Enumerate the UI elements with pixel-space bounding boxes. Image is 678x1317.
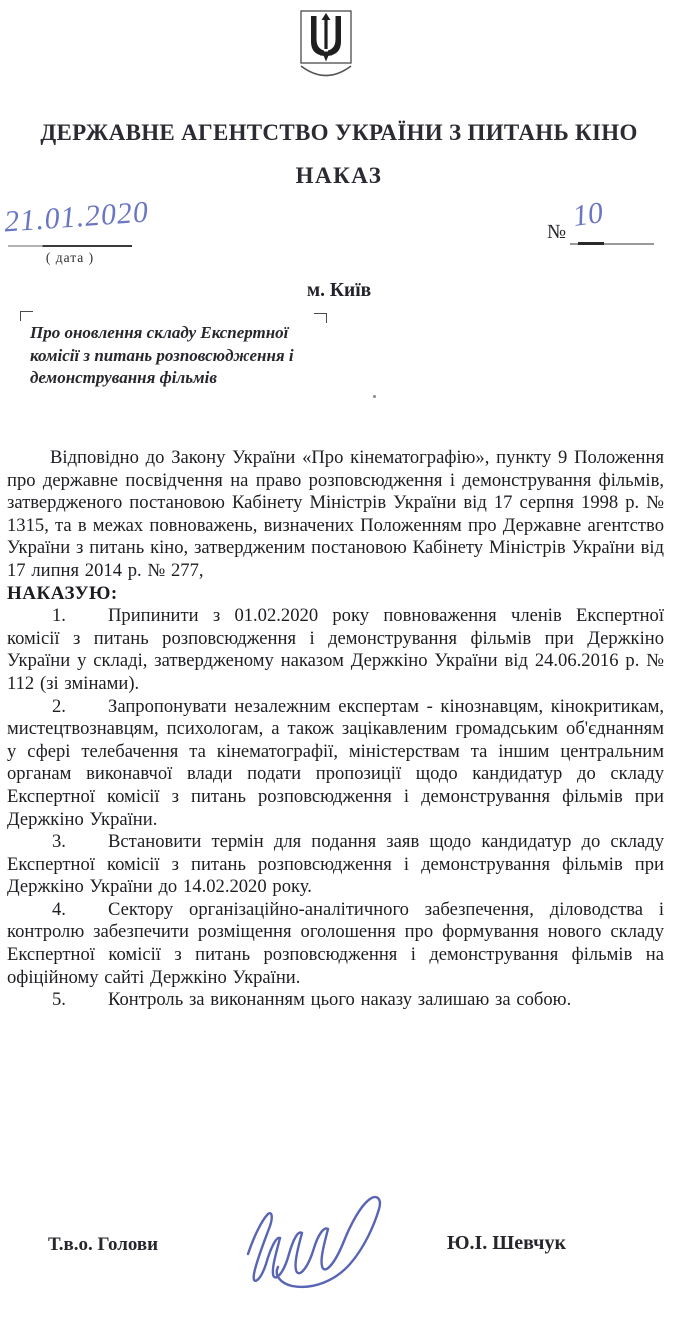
ukraine-trident-emblem-icon: [298, 9, 354, 85]
corner-bracket-left-icon: [20, 311, 33, 321]
order-item-1: [7, 605, 664, 695]
date-underline: [8, 245, 132, 247]
order-item-5: [7, 989, 664, 1012]
number-underline-dark-segment: [578, 242, 604, 245]
document-body: [7, 447, 664, 1012]
intro-paragraph: Відповідно до Закону України «Про кінематографію», пункту 9 Положення про державне посвідчення на право розповсюдження і демонстрування фільмів, затвердженого постановою Кабінету Міністрів України від 17 серпня 1998 р. № 1315, та в межах повноважень, визначених Положенням про Державне агентство України з питань кіно, затвердженим постановою Кабінету Міністрів України від 17 липня 2014 р. № 277,: [7, 447, 664, 581]
handwritten-date: 21.01.2020: [3, 195, 150, 239]
signer-position-label: Т.в.о. Голови: [48, 1234, 159, 1255]
order-item-4: [7, 899, 664, 989]
document-type-title: НАКАЗ: [295, 163, 383, 188]
item-text: Встановити термін для подання заяв щодо кандидатур до складу Експертної комісії з питань розповсюдження і демонстрування фільмів при Держкіно України до 14.02.2020 року.: [7, 831, 664, 898]
order-subject: Про оновлення складу Експертної комісії з питань розповсюдження і демонстрування фільмів: [30, 323, 294, 387]
handwritten-order-number: 10: [570, 196, 606, 233]
item-text: Запропонувати незалежним експертам - кінознавцям, кінокритикам, мистецтвознавцям, психологам, а також зацікавленим громадським об'єднанням у сфері телебачення та кінематографії, міністерствам та іншим центральним органам виконавчої влади подати пропозиції щодо кандидатур до складу Експертної комісії з питань розповсюдження і демонстрування фільмів при Держкіно України.: [7, 695, 664, 830]
item-number: 1.: [52, 605, 66, 627]
item-text: Сектору організаційно-аналітичного забезпечення, діловодства і контролю забезпечити розміщення оголошення про формування нового складу Експертної комісії з питань розповсюдження і демонстрування фільмів на офіційному сайті Держкіно України.: [7, 898, 664, 988]
item-number: 5.: [52, 989, 66, 1011]
agency-title: ДЕРЖАВНЕ АГЕНТСТВО УКРАЇНИ З ПИТАНЬ КІНО: [40, 120, 638, 145]
item-number: 3.: [52, 831, 66, 853]
order-item-2: [7, 696, 664, 832]
decree-word: НАКАЗУЮ:: [7, 582, 118, 604]
corner-bracket-right-icon: [314, 313, 327, 323]
scan-artifact-speck: [373, 395, 376, 398]
city-label: м. Київ: [306, 280, 372, 301]
item-text: Припинити з 01.02.2020 року повноваження членів Експертної комісії з питань розповсюдження і демонстрування фільмів при Держкіно України у складі, затвердженому наказом Держкіно України від 24.06.2016 р. № 112 (зі змінами).: [7, 605, 664, 694]
number-sign: №: [547, 221, 567, 243]
item-text: Контроль за виконанням цього наказу залишаю за собою.: [108, 989, 572, 1011]
item-number: 2.: [52, 695, 66, 717]
date-field-label: ( дата ): [45, 250, 95, 265]
handwritten-signature: [198, 1186, 418, 1298]
order-item-3: [7, 831, 664, 899]
signer-name: Ю.І. Шевчук: [447, 1232, 566, 1254]
item-number: 4.: [52, 898, 66, 920]
